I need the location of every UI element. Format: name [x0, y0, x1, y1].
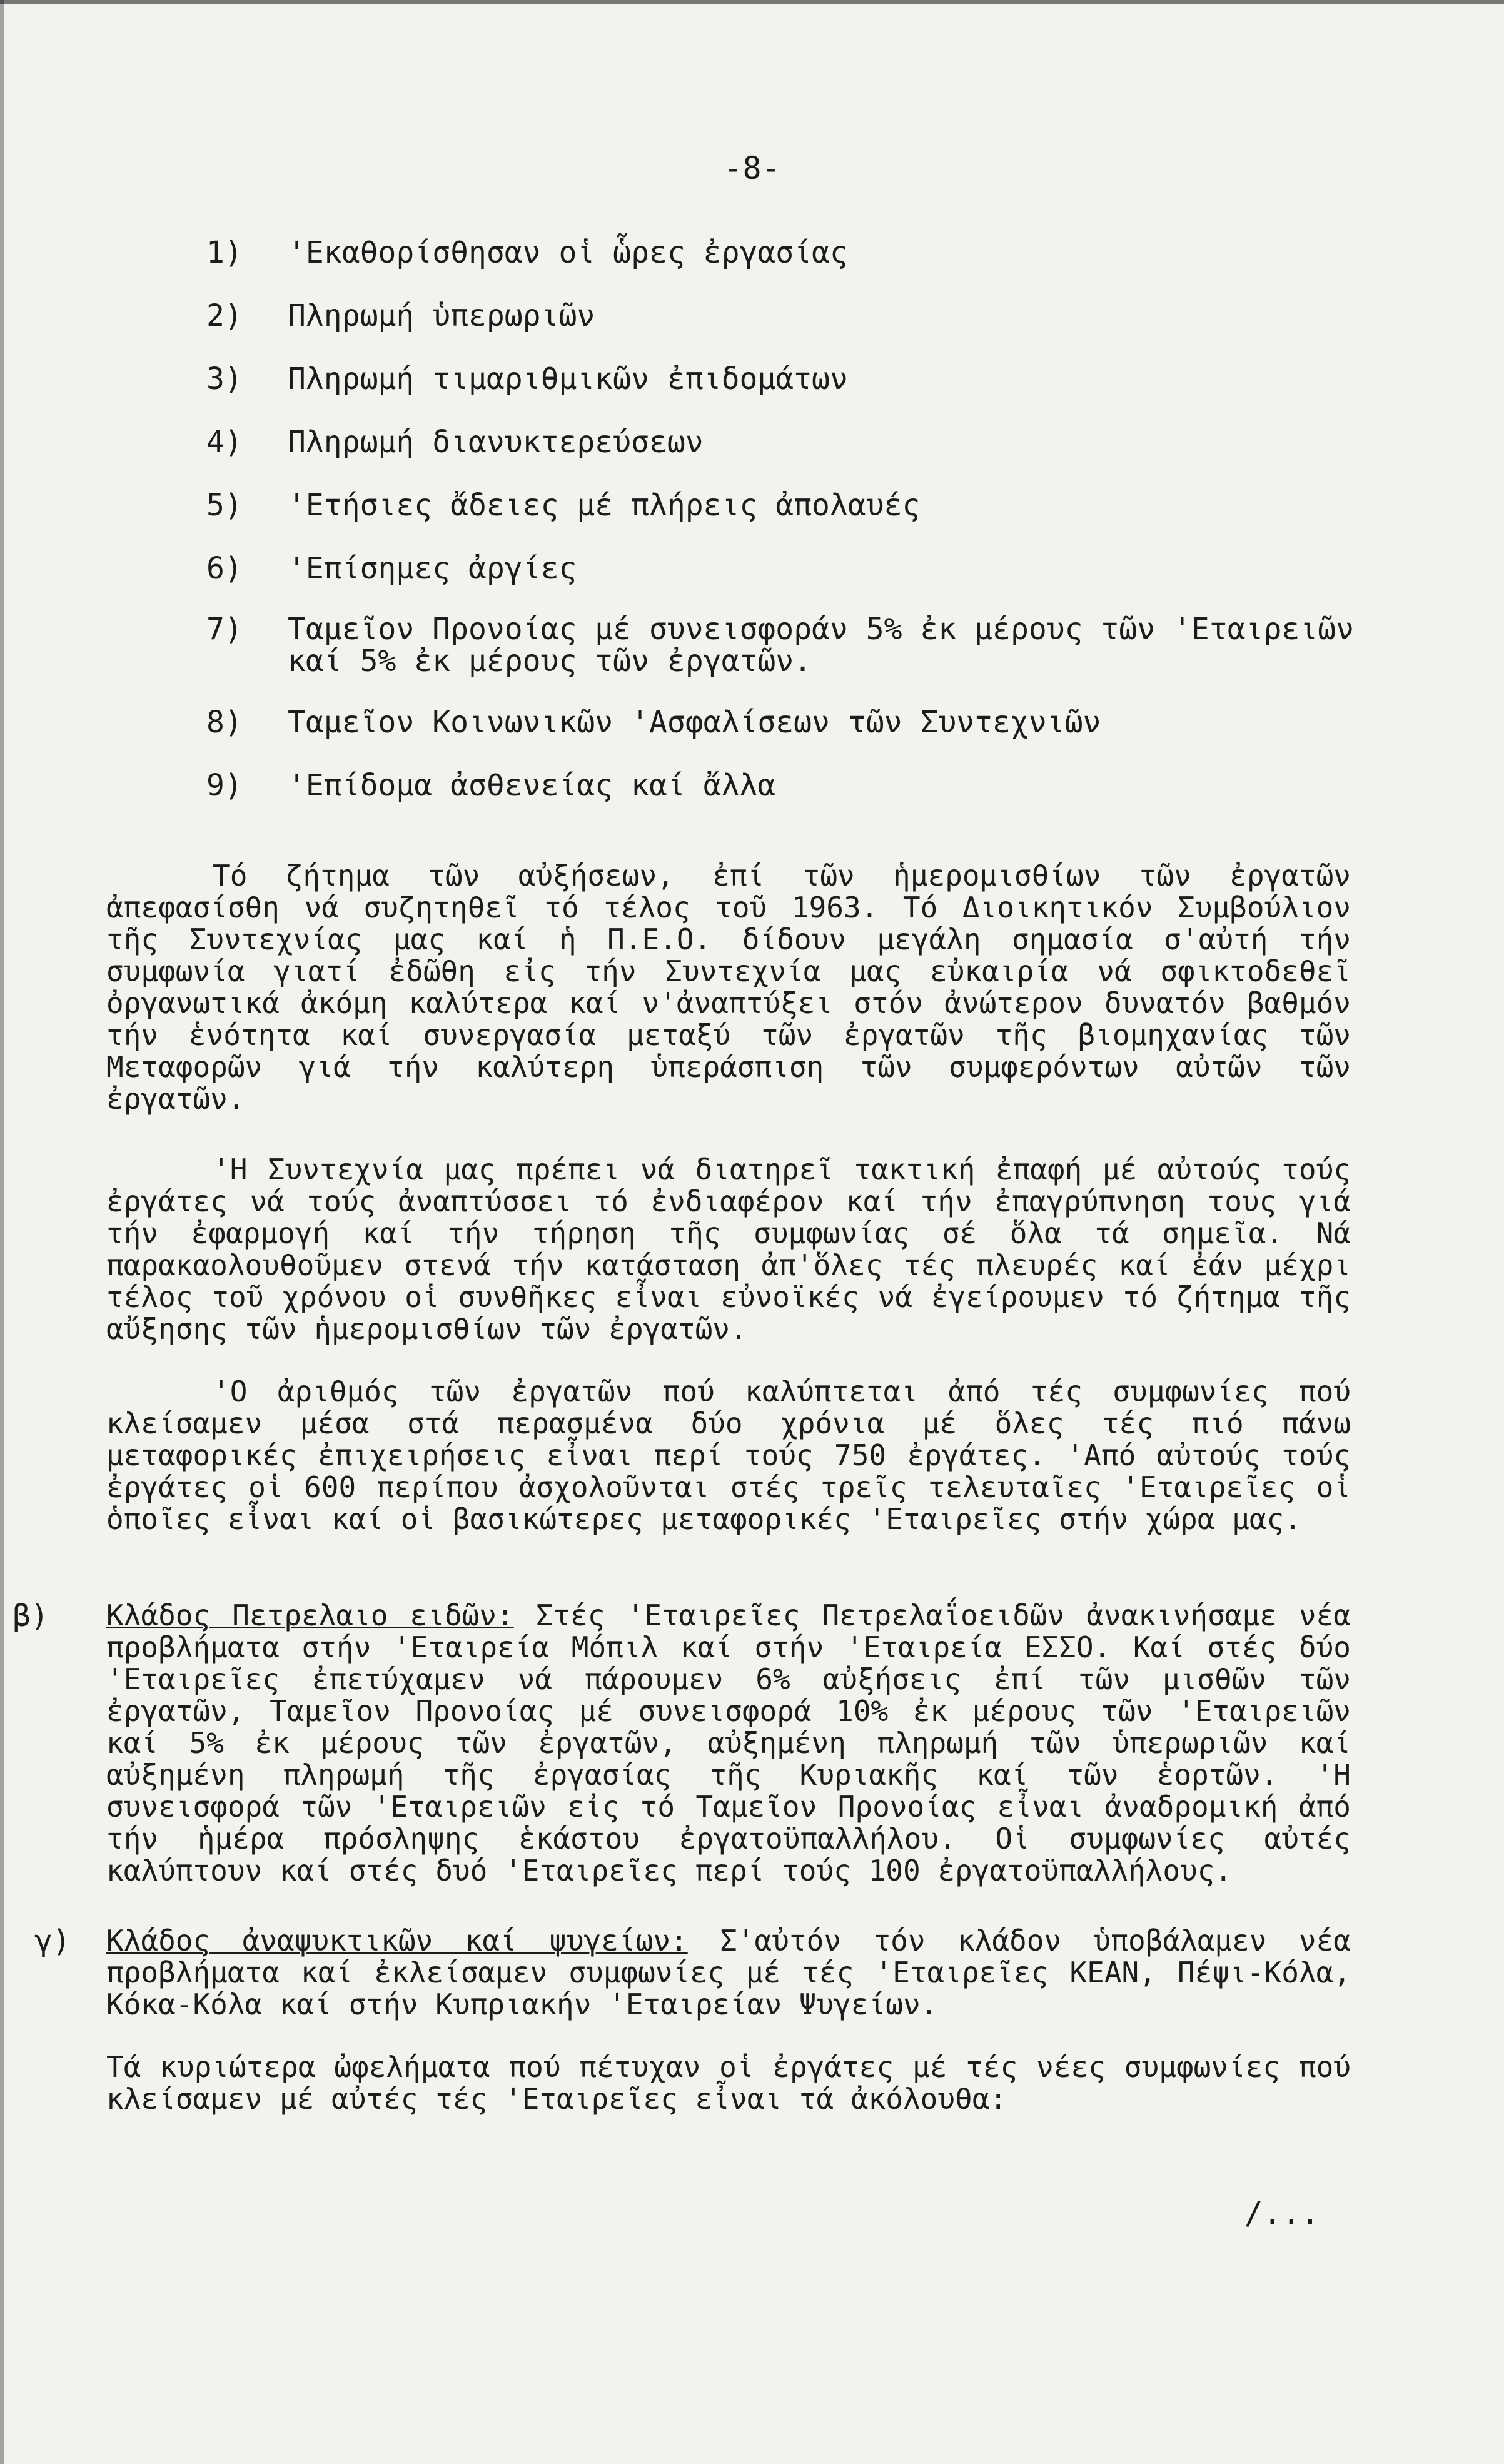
list-item-number: 8): [206, 705, 243, 740]
page-number: -8-: [724, 150, 780, 186]
list-item-number: 4): [206, 425, 243, 460]
paragraph-text: 'Ο ἀριθμός τῶν ἐργατῶν πού καλύπτεται ἀπό τές συμφωνίες πού κλείσαμεν μέσα στά περασμένα δύο χρόνια μέ ὅλες τές πιό πάνω μεταφορικές ἐπιχειρήσεις εἶναι περί τούς 750 ἐργάτες. 'Από αὐτούς τούς ἐργάτες οἱ 600 περίπου ἀσχολοῦνται στές τρεῖς τελευταῖες 'Εταιρεῖες οἱ ὁποῖες εἶναι καί οἱ βασικώτερες μεταφορικές 'Εταιρεῖες στήν χώρα μας.: [106, 1375, 1351, 1536]
list-item-number: 5): [206, 488, 243, 523]
list-item: [206, 767, 1426, 804]
numbered-list: [206, 235, 1426, 831]
list-item: [206, 424, 1426, 460]
list-item-text: Ταμεῖον Προνοίας μέ συνεισφοράν 5% ἐκ μέρους τῶν 'Εταιρειῶν καί 5% ἐκ μέρους τῶν ἐργατῶν.: [288, 612, 1355, 679]
paragraph-raises: [106, 860, 1351, 1115]
list-item: [206, 550, 1426, 587]
list-item-number: 2): [206, 298, 243, 333]
section-c-marker: γ): [34, 1924, 71, 1959]
list-item: [206, 298, 1426, 334]
paragraph-benefits-intro: Τά κυριώτερα ὠφελήματα πού πέτυχαν οἱ ἐργάτες μέ τές νέες συμφωνίες πού κλείσαμεν μέ αὐτές τές 'Εταιρεῖες εἶναι τά ἀκόλουθα:: [106, 2050, 1351, 2116]
list-item-text: 'Επίδομα ἀσθενείας καί ἄλλα: [288, 768, 776, 803]
list-item: [206, 361, 1426, 397]
list-item-number: 1): [206, 235, 243, 270]
paragraph-union-duty: [106, 1154, 1351, 1345]
continuation-mark: /...: [1244, 2195, 1320, 2231]
section-b-marker: β): [13, 1598, 49, 1633]
list-item-number: 9): [206, 768, 243, 803]
paragraph-workers-count: [106, 1376, 1351, 1535]
list-item: [206, 235, 1426, 271]
list-item-text: Ταμεῖον Κοινωνικῶν 'Ασφαλίσεων τῶν Συντεχνιῶν: [288, 705, 1101, 740]
list-item-text: 'Εκαθορίσθησαν οἱ ὧρες ἐργασίας: [288, 235, 848, 270]
section-b-petroleum: [106, 1600, 1351, 1887]
section-b-text: Στές 'Εταιρεῖες Πετρελαΐοειδῶν ἀνακινήσαμε νέα προβλήματα στήν 'Εταιρεία Μόπιλ καί στήν 'Εταιρεία ΕΣΣΟ. Καί στές δύο 'Εταιρεῖες ἐπετύχαμεν νά πάρουμεν 6% αὐξήσεις ἐπί τῶν μισθῶν τῶν ἐργατῶν, Ταμεῖον Προνοίας μέ συνεισφορά 10% ἐκ μέρους τῶν 'Εταιρειῶν καί 5% ἐκ μέρους τῶν ἐργατῶν, αὐξημένη πληρωμή τῶν ὑπερωριῶν καί αὐξημένη πληρωμή τῆς ἐργασίας τῆς Κυριακῆς καί τῶν ἑορτῶν. 'Η συνεισφορά τῶν 'Εταιρειῶν εἰς τό Ταμεῖον Προνοίας εἶναι ἀναδρομική ἀπό τήν ἡμέρα πρόσληψης ἑκάστου ἐργατοϋπαλλήλου. Οἱ συμφωνίες αὐτές καλύπτουν καί στές δυό 'Εταιρεῖες περί τούς 100 ἐργατοϋπαλλήλους.: [106, 1598, 1351, 1887]
list-item: [206, 487, 1426, 523]
list-item-number: 3): [206, 361, 243, 396]
list-item-text: 'Ετήσιες ἄδειες μέ πλήρεις ἀπολαυές: [288, 488, 921, 523]
list-item-number: 7): [206, 612, 243, 647]
section-c-heading: Κλάδος ἀναψυκτικῶν καί ψυγείων:: [106, 1924, 688, 1957]
section-c-beverages: [106, 1925, 1351, 2021]
list-item-text: Πληρωμή τιμαριθμικῶν ἐπιδομάτων: [288, 361, 848, 396]
section-b-heading: Κλάδος Πετρελαιο ειδῶν:: [106, 1598, 514, 1632]
list-item-text: Πληρωμή διανυκτερεύσεων: [288, 425, 704, 460]
paragraph-text: Τό ζήτημα τῶν αὐξήσεων, ἐπί τῶν ἡμερομισθίων τῶν ἐργατῶν ἀπεφασίσθη νά συζητηθεῖ τό τέλος τοῦ 1963. Τό Διοικητικόν Συμβούλιον τῆς Συντεχνίας μας καί ἡ Π.Ε.Ο. δίδουν μεγάλη σημασία σ'αὐτή τήν συμφωνία γιατί ἐδῶθη εἰς τήν Συντεχνία μας εὐκαιρία νά σφικτοδεθεῖ ὀργανωτικά ἀκόμη καλύτερα καί ν'ἀναπτύξει στόν ἀνώτερον δυνατόν βαθμόν τήν ἑνότητα καί συνεργασία μεταξύ τῶν ἐργατῶν τῆς βιομηχανίας τῶν Μεταφορῶν γιά τήν καλύτερη ὑπεράσπιση τῶν συμφερόντων αὐτῶν τῶν ἐργατῶν.: [106, 859, 1351, 1116]
list-item: [206, 704, 1426, 740]
list-item-text: 'Επίσημες ἀργίες: [288, 551, 577, 586]
paragraph-text: 'Η Συντεχνία μας πρέπει νά διατηρεῖ τακτική ἐπαφή μέ αὐτούς τούς ἐργάτες νά τούς ἀναπτύσσει τό ἐνδιαφέρον καί τήν ἐπαγρύπνηση τους γιά τήν ἐφαρμογή καί τήν τήρηση τῆς συμφωνίας σέ ὅλα τά σημεῖα. Νά παρακαολουθοῦμεν στενά τήν κατάσταση ἀπ'ὅλες τές πλευρές καί ἐάν μέχρι τέλος τοῦ χρόνου οἱ συνθῆκες εἶναι εὐνοϊκές νά ἐγείρουμεν τό ζήτημα τῆς αὔξησης τῶν ἡμερομισθίων τῶν ἐργατῶν.: [106, 1153, 1351, 1346]
scan-edge-top: [0, 0, 1504, 4]
list-item-text: Πληρωμή ὑπερωριῶν: [288, 298, 595, 333]
list-item: [206, 613, 1426, 677]
list-item-number: 6): [206, 551, 243, 586]
section-c-text: Σ'αὐτόν τόν κλάδον ὑποβάλαμεν νέα προβλήματα καί ἐκλείσαμεν συμφωνίες μέ τές 'Εταιρεῖες ΚΕΑΝ, Πέψι-Κόλα, Κόκα-Κόλα καί στήν Κυπριακήν 'Εταιρείαν Ψυγείων.: [106, 1924, 1351, 2021]
scan-edge-left: [0, 0, 4, 2464]
